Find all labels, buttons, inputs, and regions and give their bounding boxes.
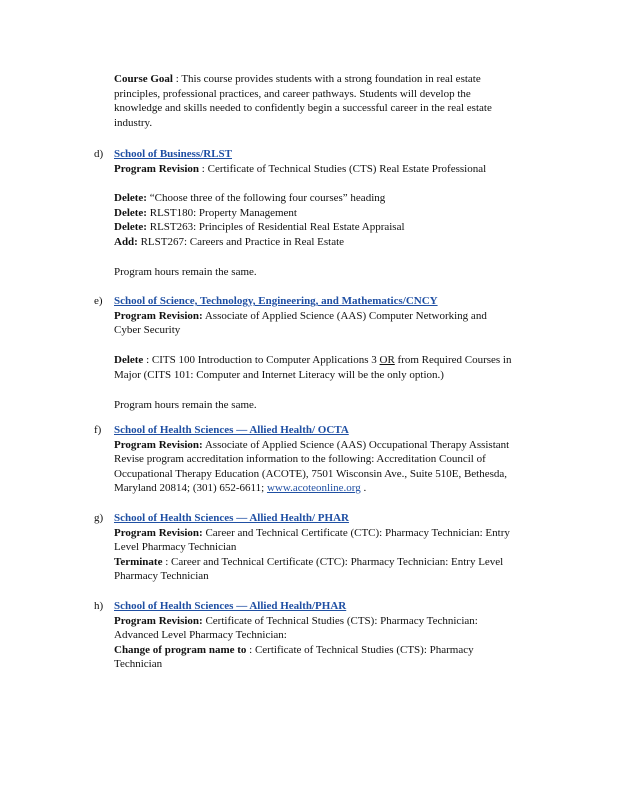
item-e-delete-label: Delete <box>114 354 144 366</box>
item-f-program-revision-label: Program Revision: <box>114 438 203 451</box>
item-d-hours: Program hours remain the same. <box>114 266 257 278</box>
item-d-delete-1-text: “Choose three of the following four courses” heading <box>146 192 386 204</box>
item-d-delete-3-text: RLST263: Principles of Residential Real Estate Appraisal <box>146 221 405 234</box>
item-g-school-link[interactable]: School of Health Sciences — Allied Health/ PHAR <box>114 512 349 524</box>
item-h <box>114 599 554 672</box>
item-e-hours: Program hours remain the same. <box>114 399 257 411</box>
item-h-change-name-text-2: Technician <box>114 658 163 671</box>
item-h-program-revision-label: Program Revision: <box>114 614 203 627</box>
course-goal-paragraph <box>114 72 554 130</box>
item-g-terminate-label: Terminate <box>114 555 163 568</box>
item-d-changes <box>114 191 554 249</box>
item-d <box>114 147 554 176</box>
item-f-marker: f) <box>94 424 102 436</box>
item-g-terminate-text-2: Pharmacy Technician <box>114 570 209 583</box>
item-e-delete-or: OR <box>379 354 395 366</box>
item-e-delete <box>114 353 554 382</box>
item-h-change-name-label: Change of program name to <box>114 643 247 656</box>
item-e-delete-text-a: : CITS 100 Introduction to Computer Applications 3 <box>143 354 380 366</box>
item-e-marker: e) <box>94 295 103 307</box>
course-goal-label: Course Goal <box>114 73 173 85</box>
item-e-program-revision-label: Program Revision: <box>114 309 203 322</box>
item-g-marker: g) <box>94 512 104 524</box>
item-h-change-name-text: : Certificate of Technical Studies (CTS): Pharmacy <box>246 643 474 656</box>
item-e-program-revision-text: Associate of Applied Science (AAS) Computer Networking and <box>202 309 487 322</box>
item-f-line-3: Occupational Therapy Education (ACOTE), 7501 Wisconsin Ave., Suite 510E, Bethesda, <box>114 467 508 480</box>
item-d-program-revision-label: Program Revision <box>114 162 200 175</box>
item-d-marker: d) <box>94 148 104 160</box>
item-f-line-4-text: Maryland 20814; (301) 652-6611; <box>114 482 267 495</box>
course-goal-line-3: knowledge and skills needed to confidently begin a successful career in the real estate <box>114 102 492 115</box>
item-e-program-revision-text-2: Cyber Security <box>114 324 181 337</box>
item-d-delete-2-text: RLST180: Property Management <box>146 206 297 219</box>
item-d-delete-1-label: Delete: <box>114 192 147 204</box>
item-h-program-revision-text: Certificate of Technical Studies (CTS): Pharmacy Technician: <box>202 614 478 627</box>
acote-website-link[interactable]: www.acoteonline.org <box>266 482 361 495</box>
item-f <box>114 423 554 496</box>
item-g-program-revision-text-2: Level Pharmacy Technician <box>114 541 237 554</box>
item-g-program-revision-text: Career and Technical Certificate (CTC): Pharmacy Technician: Entry <box>202 526 510 539</box>
item-h-school-link[interactable]: School of Health Sciences — Allied Health/PHAR <box>114 600 347 612</box>
course-goal-line-2: principles, professional practices, and career pathways. Students will develop the <box>114 87 471 100</box>
course-goal-text: : This course provides students with a strong foundation in real estate <box>172 73 481 85</box>
item-h-marker: h) <box>94 600 104 612</box>
item-d-delete-3-label: Delete: <box>114 221 147 234</box>
item-d-add-text: RLST267: Careers and Practice in Real Estate <box>137 235 345 248</box>
item-d-school-link[interactable]: School of Business/RLST <box>114 148 232 160</box>
item-e-delete-text-2: Major (CITS 101: Computer and Internet Literacy will be the only option.) <box>114 368 444 381</box>
item-g-program-revision-label: Program Revision: <box>114 526 203 539</box>
item-f-school-link[interactable]: School of Health Sciences — Allied Health/ OCTA <box>114 424 349 436</box>
item-d-program-revision-text: : Certificate of Technical Studies (CTS) Real Estate Professional <box>199 162 487 175</box>
item-g <box>114 511 554 584</box>
item-e-school-link[interactable]: School of Science, Technology, Engineering, and Mathematics/CNCY <box>114 295 438 307</box>
item-g-terminate-text: : Career and Technical Certificate (CTC): Pharmacy Technician: Entry Level <box>162 555 504 568</box>
item-f-line-4-end: . <box>360 482 367 495</box>
item-f-program-revision-text: Associate of Applied Science (AAS) Occupational Therapy Assistant <box>202 438 510 451</box>
item-f-line-2: Revise program accreditation information to the following: Accreditation Council of <box>114 453 486 466</box>
course-goal-line-4: industry. <box>114 116 153 129</box>
item-d-add-label: Add: <box>114 235 138 248</box>
item-e-delete-text-b: from Required Courses in <box>394 354 512 366</box>
item-h-program-revision-text-2: Advanced Level Pharmacy Technician: <box>114 629 287 642</box>
item-d-delete-2-label: Delete: <box>114 206 147 219</box>
item-e <box>114 294 554 338</box>
